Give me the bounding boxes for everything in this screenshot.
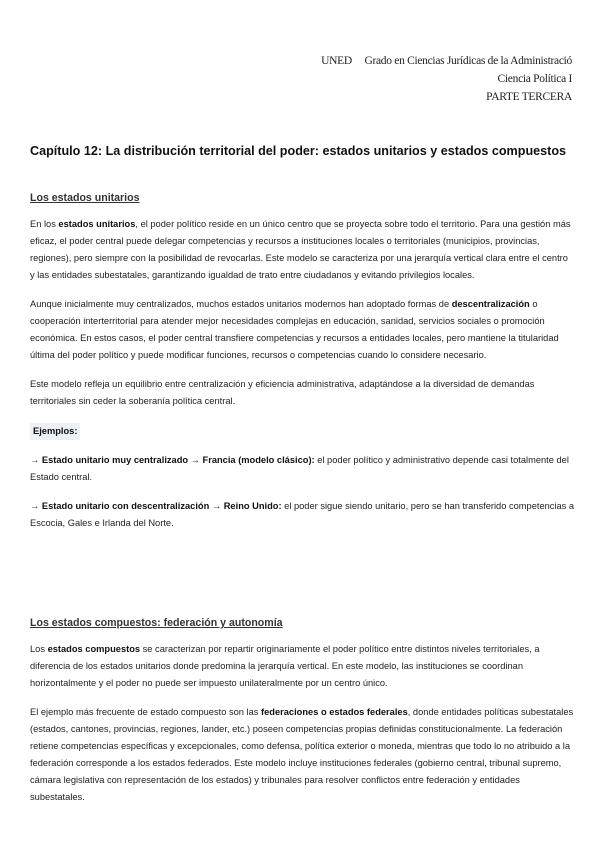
examples-label: Ejemplos: <box>30 423 80 440</box>
text: Aunque inicialmente muy centralizados, muchos estados unitarios modernos han adoptado formas de <box>30 299 452 309</box>
examples-heading-row <box>30 421 575 440</box>
bold-term: descentralización <box>451 299 530 309</box>
example-heading: → Estado unitario muy centralizado → Francia (modelo clásico): <box>30 455 315 465</box>
section-estados-compuestos <box>30 617 575 806</box>
text: el poder político y administrativo depende casi totalmente del Estado central. <box>30 455 569 482</box>
paragraph: Este modelo refleja un equilibrio entre centralización y eficiencia administrativa, adaptándose a la diversidad de demandas territoriales sin ceder la soberanía política central. <box>30 379 535 406</box>
header-subject: Ciencia Política I <box>497 73 572 85</box>
text: o cooperación interterritorial para atender mejor necesidades complejas en educación, sanidad, servicios sociales o promoción económica. En estos casos, el poder central transfiere competencias y recursos a entidades locales, pero mantiene la titularidad última del poder político y puede modificar funciones, recursos o competencias cuando lo considere necesario. <box>30 299 559 360</box>
text: Los <box>30 644 48 654</box>
text: el poder sigue siendo unitario, pero se han transferido competencias a Escocia, Gales e Irlanda del Norte. <box>30 501 575 528</box>
text: El ejemplo más frecuente de estado compuesto son las <box>30 707 262 717</box>
header-part: PARTE TERCERA <box>486 91 572 103</box>
paragraph <box>30 704 575 806</box>
section-title: Los estados unitarios <box>30 192 140 204</box>
paragraph <box>30 296 575 364</box>
document-header <box>311 52 572 106</box>
paragraph <box>30 641 575 692</box>
bold-term: estados unitarios <box>58 219 136 229</box>
section-title: Los estados compuestos: federación y autonomía <box>30 617 283 629</box>
text: se caracterizan por repartir originariamente el poder político entre distintos niveles territoriales, a diferencia de los estados unitarios donde predomina la jerarquía vertical. En este modelo, las instituciones se coordinan horizontalmente y el poder no puede ser impuesto unilateralmente por un centro único. <box>30 644 540 688</box>
chapter-title: Capítulo 12: La distribución territorial del poder: estados unitarios y estados compuestos <box>30 144 567 158</box>
example-item <box>30 452 575 486</box>
bold-term: federaciones o estados federales <box>261 707 408 717</box>
header-institution: UNED <box>321 55 352 67</box>
header-line-1 <box>311 52 572 70</box>
example-heading: → Estado unitario con descentralización → Reino Unido: <box>30 501 282 511</box>
text: En los <box>30 219 59 229</box>
section-estados-unitarios <box>30 192 575 532</box>
header-degree: Grado en Ciencias Jurídicas de la Administració <box>364 55 572 67</box>
text: , donde entidades políticas subestatales (estados, cantones, provincias, regiones, lander, etc.) poseen competencias propias definidas constitucionalmente. La federación retiene competencias específicas y excepcionales, como defensa, política exterior o moneda, mientras que todo lo no atribuido a la federación corresponde a los estados federados. Este modelo incluye instituciones federales (gobierno central, tribunal supremo, cámara legislativa con representación de los estados) y tribunales para resolver conflictos entre federación y entidades subestatales. <box>30 707 574 802</box>
paragraph <box>30 216 575 284</box>
example-item <box>30 498 575 532</box>
text: , el poder político reside en un único centro que se proyecta sobre todo el territorio. Para una gestión más eficaz, el poder central puede delegar competencias y recursos a instituciones locales o territoriales (municipios, provincias, regiones), pero siempre con la posibilidad de revocarlas. Este modelo se caracteriza por una jerarquía vertical clara entre el centro y las entidades subestatales, garantizando igualdad de trato entre ciudadanos y evitando privilegios locales. <box>30 219 571 280</box>
bold-term: estados compuestos <box>47 644 141 654</box>
